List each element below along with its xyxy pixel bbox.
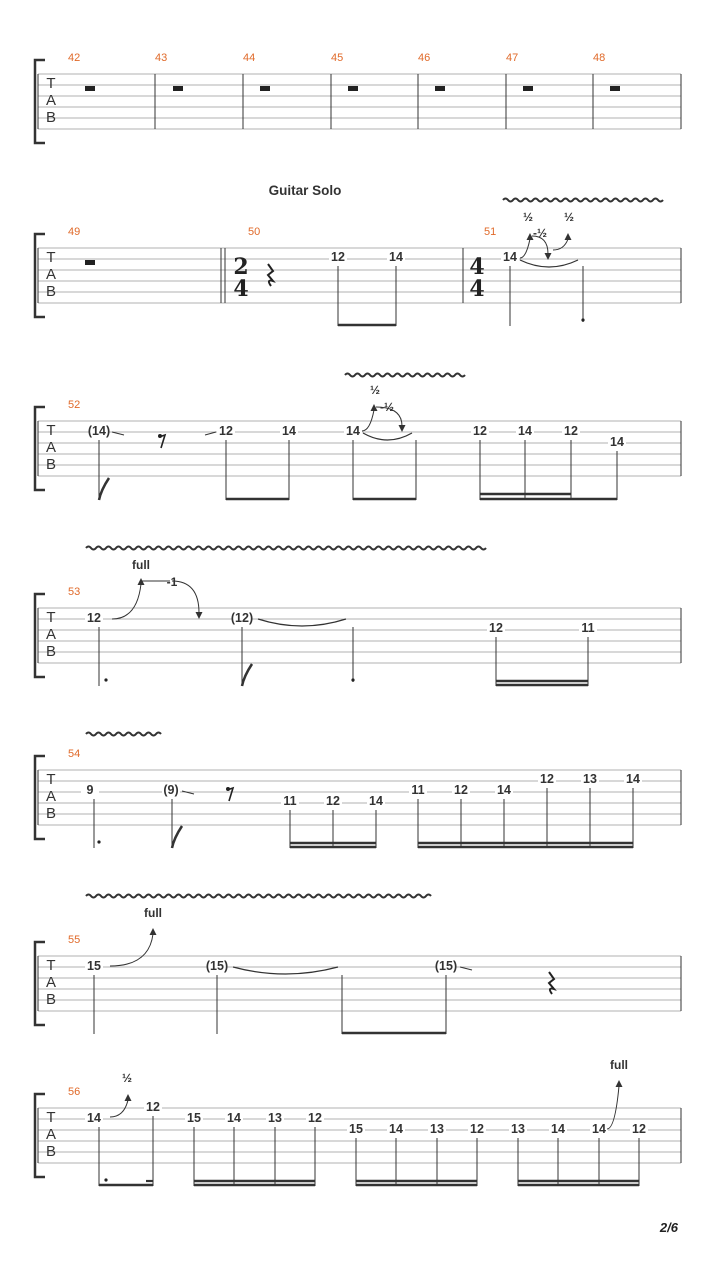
tie xyxy=(233,967,338,974)
measure-number: 49 xyxy=(68,226,81,238)
fret-number: 14 xyxy=(592,1122,606,1136)
tab-clef-b: B xyxy=(45,109,57,126)
fret-number: 12 xyxy=(454,783,468,797)
measure-number: 52 xyxy=(68,399,81,411)
tab-clef-b: B xyxy=(45,456,57,473)
rhythm-dot xyxy=(351,678,354,681)
quarter-rest xyxy=(268,264,273,286)
tab-clef-t: T xyxy=(46,422,56,439)
time-signature-denominator: 4 xyxy=(469,276,485,302)
note-flag xyxy=(172,826,182,848)
tab-clef-a: A xyxy=(45,1126,57,1143)
bend-label: ½ xyxy=(522,210,534,224)
fret-number: 12 xyxy=(470,1122,484,1136)
whole-rest xyxy=(85,260,95,265)
measure-number: 46 xyxy=(418,52,431,64)
time-signature-numerator: 2 xyxy=(233,254,249,280)
tab-clef-b: B xyxy=(45,1143,57,1160)
fret-number: 13 xyxy=(511,1122,525,1136)
tie xyxy=(520,260,578,267)
quarter-rest xyxy=(549,972,554,994)
tie xyxy=(363,433,412,440)
measure-number: 55 xyxy=(68,934,81,946)
measure-number: 54 xyxy=(68,748,81,760)
slide-line xyxy=(205,432,216,435)
fret-number: 9 xyxy=(86,783,94,797)
tab-clef-a: A xyxy=(45,974,57,991)
measure-number: 43 xyxy=(155,52,168,64)
fret-number: (15) xyxy=(434,959,458,973)
tab-clef-b: B xyxy=(45,805,57,822)
fret-number: 11 xyxy=(581,621,595,635)
tab-clef-a: A xyxy=(45,788,57,805)
fret-number: (15) xyxy=(205,959,229,973)
bend-label: ½ xyxy=(563,210,575,224)
fret-number: 12 xyxy=(308,1111,322,1125)
fret-number: 14 xyxy=(610,435,624,449)
fret-number: 14 xyxy=(87,1111,101,1125)
rhythm-dot xyxy=(104,1178,107,1181)
bend-arrow-arrowhead xyxy=(565,233,572,240)
tab-clef-a: A xyxy=(45,266,57,283)
bend-label: -1 xyxy=(166,575,178,589)
time-signature-numerator: 4 xyxy=(469,254,485,280)
section-label: Guitar Solo xyxy=(268,183,342,198)
system-bracket xyxy=(35,407,45,490)
release-arrow-arrowhead xyxy=(399,425,406,432)
fret-number: 12 xyxy=(540,772,554,786)
tab-clef-b: B xyxy=(45,991,57,1008)
tab-clef-t: T xyxy=(46,1109,56,1126)
fret-number: 13 xyxy=(583,772,597,786)
fret-number: 12 xyxy=(146,1100,160,1114)
fret-number: 12 xyxy=(331,250,345,264)
eighth-rest xyxy=(227,788,233,801)
fret-number: 12 xyxy=(473,424,487,438)
tie xyxy=(258,619,346,626)
measure-number: 45 xyxy=(331,52,344,64)
bend-arrow xyxy=(520,239,530,258)
vibrato xyxy=(86,547,486,550)
bend-label: -½ xyxy=(532,226,548,240)
eighth-rest xyxy=(159,435,165,448)
system-bracket xyxy=(35,594,45,677)
fret-number: 14 xyxy=(346,424,360,438)
measure-number: 48 xyxy=(593,52,606,64)
system-bracket xyxy=(35,756,45,839)
bend-label: -½ xyxy=(379,400,395,414)
fret-number: 11 xyxy=(283,794,297,808)
measure-number: 53 xyxy=(68,586,81,598)
fret-number: 15 xyxy=(87,959,101,973)
tab-clef-a: A xyxy=(45,626,57,643)
rhythm-dot xyxy=(97,840,100,843)
bend-arrow xyxy=(112,584,141,619)
fret-number: 12 xyxy=(632,1122,646,1136)
fret-number: (14) xyxy=(87,424,111,438)
note-flag xyxy=(242,664,252,686)
fret-number: 14 xyxy=(551,1122,565,1136)
fret-number: (12) xyxy=(230,611,254,625)
fret-number: 14 xyxy=(518,424,532,438)
fret-number: 12 xyxy=(564,424,578,438)
whole-rest xyxy=(523,86,533,91)
bend-label: full xyxy=(144,906,162,920)
tab-clef-b: B xyxy=(45,643,57,660)
vibrato xyxy=(345,374,465,377)
tab-clef-t: T xyxy=(46,609,56,626)
measure-number: 44 xyxy=(243,52,256,64)
whole-rest xyxy=(85,86,95,91)
fret-number: 15 xyxy=(349,1122,363,1136)
whole-rest xyxy=(610,86,620,91)
fret-number: 13 xyxy=(268,1111,282,1125)
tab-clef-t: T xyxy=(46,249,56,266)
rhythm-dot xyxy=(581,318,584,321)
bend-label: full xyxy=(610,1058,628,1072)
tab-clef-b: B xyxy=(45,283,57,300)
bend-label: full xyxy=(132,558,150,572)
system-bracket xyxy=(35,234,45,317)
bend-arrow xyxy=(362,410,374,431)
fret-number: 14 xyxy=(227,1111,241,1125)
whole-rest xyxy=(348,86,358,91)
bend-label: ½ xyxy=(369,383,381,397)
bend-arrow-arrowhead xyxy=(150,928,157,935)
bend-arrow xyxy=(607,1086,619,1129)
measure-number: 42 xyxy=(68,52,81,64)
system-bracket xyxy=(35,942,45,1025)
fret-number: 14 xyxy=(369,794,383,808)
fret-number: 11 xyxy=(411,783,425,797)
measure-number: 51 xyxy=(484,226,497,238)
fret-number: 12 xyxy=(219,424,233,438)
time-signature-denominator: 4 xyxy=(233,276,249,302)
fret-number: 12 xyxy=(326,794,340,808)
bend-label: ½ xyxy=(121,1071,133,1085)
slide-line xyxy=(112,432,124,435)
fret-number: 14 xyxy=(389,250,403,264)
fret-number: 14 xyxy=(503,250,517,264)
bend-arrow xyxy=(110,1100,128,1117)
fret-number: 14 xyxy=(389,1122,403,1136)
fret-number: 13 xyxy=(430,1122,444,1136)
page-number: 2/6 xyxy=(659,1220,678,1235)
fret-number: 12 xyxy=(489,621,503,635)
tab-clef-a: A xyxy=(45,92,57,109)
tab-clef-t: T xyxy=(46,771,56,788)
system-bracket xyxy=(35,60,45,143)
vibrato xyxy=(503,199,663,202)
fret-number: (9) xyxy=(163,783,179,797)
rhythm-dot xyxy=(104,678,107,681)
bend-arrow-arrowhead xyxy=(125,1094,132,1101)
whole-rest xyxy=(260,86,270,91)
fret-number: 14 xyxy=(497,783,511,797)
bend-arrow xyxy=(110,934,153,966)
tab-clef-t: T xyxy=(46,75,56,92)
slide-line xyxy=(460,967,472,970)
fret-number: 14 xyxy=(282,424,296,438)
fret-number: 12 xyxy=(87,611,101,625)
release-arrow-arrowhead xyxy=(196,612,203,619)
whole-rest xyxy=(173,86,183,91)
fret-number: 14 xyxy=(626,772,640,786)
tab-clef-t: T xyxy=(46,957,56,974)
vibrato xyxy=(86,733,161,736)
bend-arrow-arrowhead xyxy=(616,1080,623,1087)
vibrato xyxy=(86,895,431,898)
fret-number: 15 xyxy=(187,1111,201,1125)
system-bracket xyxy=(35,1094,45,1177)
measure-number: 56 xyxy=(68,1086,81,1098)
whole-rest xyxy=(435,86,445,91)
tab-clef-a: A xyxy=(45,439,57,456)
measure-number: 47 xyxy=(506,52,519,64)
note-flag xyxy=(99,478,109,500)
slide-line xyxy=(182,791,194,794)
measure-number: 50 xyxy=(248,226,261,238)
